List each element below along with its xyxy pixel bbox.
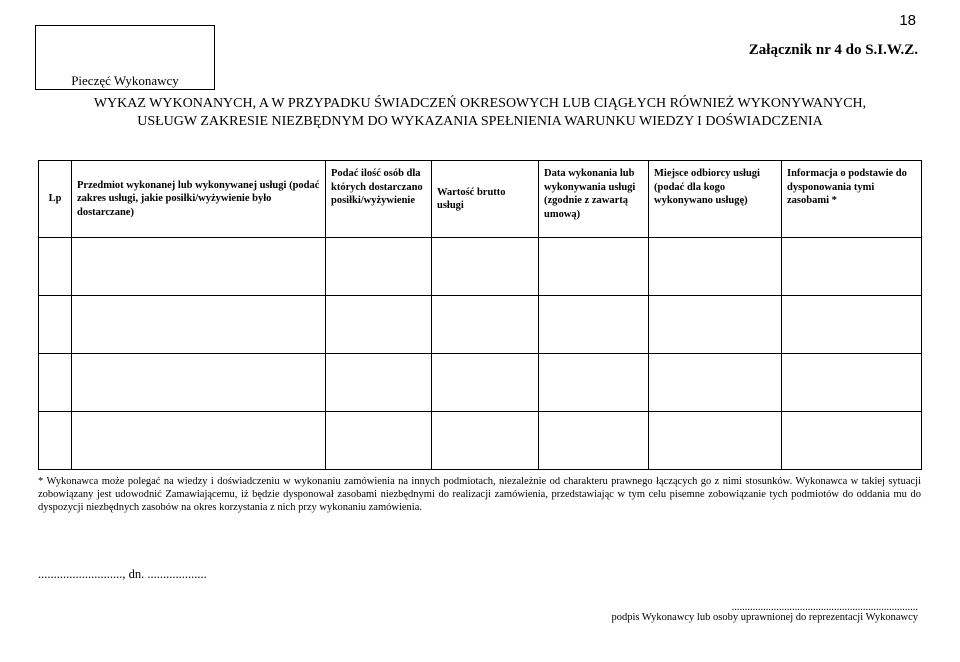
header-date: Data wykonania lub wykonywania usługi (zgodnie z zawartą umową) bbox=[539, 161, 649, 238]
cell-persons[interactable] bbox=[326, 238, 432, 296]
cell-date[interactable] bbox=[539, 354, 649, 412]
company-stamp-box bbox=[35, 25, 215, 90]
header-value: Wartość brutto usługi bbox=[432, 161, 539, 238]
table-row bbox=[39, 238, 922, 296]
cell-value[interactable] bbox=[432, 412, 539, 470]
cell-lp[interactable] bbox=[39, 412, 72, 470]
cell-subject[interactable] bbox=[72, 412, 326, 470]
cell-value[interactable] bbox=[432, 354, 539, 412]
header-lp: Lp bbox=[39, 161, 72, 238]
cell-subject[interactable] bbox=[72, 354, 326, 412]
services-table bbox=[38, 160, 922, 470]
cell-recipient[interactable] bbox=[649, 354, 782, 412]
title-line-2: USŁUGW ZAKRESIE NIEZBĘDNYM DO WYKAZANIA SPEŁNIENIA WARUNKU WIEDZY I DOŚWIADCZENIA bbox=[137, 114, 823, 129]
cell-subject[interactable] bbox=[72, 238, 326, 296]
header-resources: Informacja o podstawie do dysponowania tymi zasobami * bbox=[782, 161, 922, 238]
cell-recipient[interactable] bbox=[649, 296, 782, 354]
cell-subject[interactable] bbox=[72, 296, 326, 354]
cell-date[interactable] bbox=[539, 412, 649, 470]
signature-label: podpis Wykonawcy lub osoby uprawnionej do reprezentacji Wykonawcy bbox=[611, 612, 918, 623]
cell-lp[interactable] bbox=[39, 296, 72, 354]
cell-date[interactable] bbox=[539, 296, 649, 354]
header-recipient: Miejsce odbiorcy usługi (podać dla kogo wykonywano usługę) bbox=[649, 161, 782, 238]
table-row bbox=[39, 296, 922, 354]
place-date-line: ..........................., dn. ................... bbox=[38, 567, 207, 581]
cell-resources[interactable] bbox=[782, 296, 922, 354]
signature-dots: ....................................................................... bbox=[731, 602, 918, 613]
cell-persons[interactable] bbox=[326, 296, 432, 354]
title-line-1: WYKAZ WYKONANYCH, A W PRZYPADKU ŚWIADCZEŃ OKRESOWYCH LUB CIĄGŁYCH RÓWNIEŻ WYKONYWANYCH, bbox=[93, 96, 867, 111]
cell-persons[interactable] bbox=[326, 412, 432, 470]
table-header-row bbox=[39, 161, 922, 238]
cell-value[interactable] bbox=[432, 238, 539, 296]
cell-lp[interactable] bbox=[39, 354, 72, 412]
annex-label: Załącznik nr 4 do S.I.W.Z. bbox=[748, 42, 918, 58]
cell-lp[interactable] bbox=[39, 238, 72, 296]
stamp-label: Pieczęć Wykonawcy bbox=[71, 73, 179, 88]
table-row bbox=[39, 354, 922, 412]
header-persons: Podać ilość osób dla których dostarczano posiłki/wyżywienie bbox=[326, 161, 432, 238]
table-row bbox=[39, 412, 922, 470]
footnote: * Wykonawca może polegać na wiedzy i doświadczeniu w wykonaniu zamówienia na innych podmiotach, niezależnie od charakteru prawnego łączących go z nimi stosunków. Wykonawca w takiej sytuacji zobowiązany jest udowodnić Zamawiającemu, iż będzie dysponował zasobami niezbędnymi do realizacji zamówienia, przedstawiając w tym celu pisemne zobowiązanie tych podmiotów do oddania mu do dyspozycji niezbędnych zasobów na okres korzystania z nich przy wykonaniu zamówienia. bbox=[38, 476, 921, 513]
cell-date[interactable] bbox=[539, 238, 649, 296]
cell-resources[interactable] bbox=[782, 412, 922, 470]
cell-recipient[interactable] bbox=[649, 238, 782, 296]
cell-persons[interactable] bbox=[326, 354, 432, 412]
header-subject: Przedmiot wykonanej lub wykonywanej usługi (podać zakres usługi, jakie posiłki/wyżywienie było dostarczane) bbox=[72, 161, 326, 238]
cell-resources[interactable] bbox=[782, 354, 922, 412]
document-title bbox=[20, 95, 940, 131]
cell-resources[interactable] bbox=[782, 238, 922, 296]
cell-recipient[interactable] bbox=[649, 412, 782, 470]
cell-value[interactable] bbox=[432, 296, 539, 354]
page-number: 18 bbox=[899, 12, 916, 29]
